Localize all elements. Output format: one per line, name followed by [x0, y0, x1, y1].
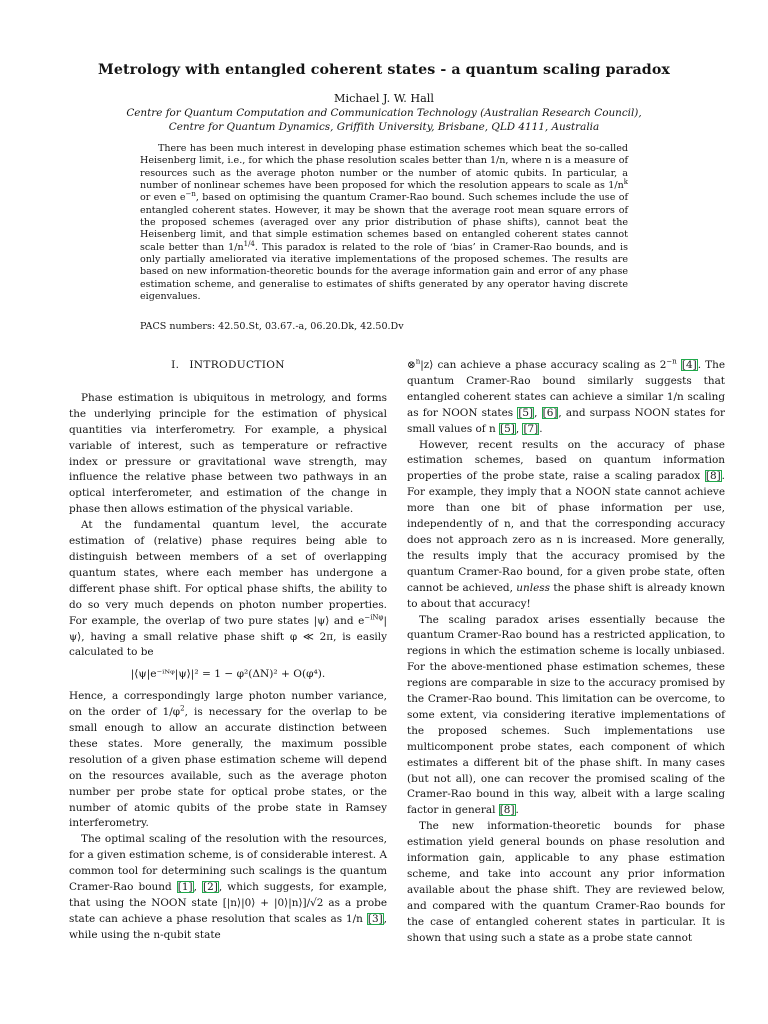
- citation-link[interactable]: [6]: [542, 406, 558, 419]
- paragraph-intro-2: [69, 518, 387, 661]
- paragraph-text: the phase shift is already known to about that accuracy!: [407, 581, 725, 610]
- paragraph-information-bounds: The new information-theoretic bounds for phase estimation yield general bounds on phase resolution and information gain, applicable to any phase estimation scheme, and take into account any prior information available about the phase shift. They are reviewed below, and compared with the quantum Cramer-Rao bounds for the case of entangled coherent states in particular. It is shown that using such a state as a probe state cannot: [407, 820, 725, 944]
- paragraph-text: |ψ⟩, having a small relative phase shift φ ≪ 2π, is easily calculated to be: [69, 614, 387, 659]
- paragraph-text: , while using the n-qubit state: [69, 912, 387, 941]
- equation-overlap: |⟨ψ|e⁻ⁱᴺᵠ|ψ⟩|² = 1 − φ²(ΔN)² + O(φ⁴).: [130, 668, 326, 681]
- paragraph-text: At the fundamental quantum level, the accurate estimation of (relative) phase requires being able to distinguish between members of a set of overlapping quantum states, where each member has undergone a different phase shift. For optical phase shifts, the ability to do so very much depends on photon number properties. For example, the overlap of two pure states |ψ⟩ and e: [69, 519, 387, 627]
- superscript: n: [415, 357, 421, 366]
- paragraph-text: , and surpass NOON states for small values of n: [407, 406, 725, 435]
- superscript: −n: [666, 357, 677, 366]
- abstract-text-2: or even e: [140, 192, 186, 204]
- right-column: [407, 358, 725, 947]
- affiliation: [60, 107, 708, 134]
- abstract-sup-1: k: [623, 177, 628, 186]
- citation-link[interactable]: [4]: [681, 359, 697, 371]
- paragraph-text: Hence, a correspondingly large photon number variance, on the order of 1/φ: [69, 690, 387, 719]
- paragraph-text: . For example, they imply that a NOON state cannot achieve more than one bit of phase information per use, independently of n, and that the corresponding accuracy does not approach zero as n is increased. More generally, the results imply that the accuracy promised by the quantum Cramer-Rao bound, for a given probe state, often cannot be achieved,: [407, 470, 725, 594]
- abstract-text-3: , based on optimising the quantum Cramer-Rao bound. Such schemes include the use of entangled coherent states. However, it may be shown that the average root mean square errors of the proposed schemes (averaged over any prior distribution of phase shifts), cannot beat the Heisenberg limit, and that simple estimation schemes based on entangled coherent states cannot scale better than 1/n: [140, 192, 629, 253]
- abstract: [140, 143, 628, 303]
- author: Michael J. W. Hall: [334, 92, 434, 105]
- paragraph-text: , is necessary for the overlap to be small enough to allow an accurate distinction between these states. More generally, the maximum possible resolution of a given phase estimation scheme will depend on the resources available, such as the average photon number per probe state for optical probe states, or the number of atomic qubits of the probe state in Ramsey interferometry.: [69, 706, 387, 830]
- emphasis-text: unless: [516, 581, 550, 594]
- pacs-numbers: PACS numbers: 42.50.St, 03.67.-a, 06.20.Dk, 42.50.Dv: [140, 321, 404, 332]
- section-title: INTRODUCTION: [189, 359, 285, 371]
- citation-link[interactable]: [7]: [523, 422, 539, 435]
- paragraph-continued: ⊗$^n$|z⟩ can achieve a phase accuracy scaling as $2^{-n}$ [4]. The quantum Cramer-Rao bound similarly suggests that entangled coherent states can achieve a similar 1/n scaling as for NOON states [5], [6], and surpass NOON states for small values of n [5], [7].: [407, 357, 726, 435]
- citation-link[interactable]: [2]: [203, 881, 218, 894]
- paragraph-text: .: [515, 804, 519, 817]
- citation-link[interactable]: [8]: [499, 804, 515, 817]
- paragraph-text: . The quantum Cramer-Rao bound similarly suggests that entangled coherent states can achieve a similar 1/n scaling as for NOON states: [407, 359, 726, 419]
- affiliation-line-1: Centre for Quantum Computation and Communication Technology (Australian Research Council),: [126, 107, 642, 119]
- paragraph-text: |z⟩ can achieve a phase accuracy scaling as 2: [420, 359, 667, 371]
- paragraph-text: ⊗: [407, 359, 416, 371]
- left-column: [69, 358, 387, 944]
- paragraph-intro-1: Phase estimation is ubiquitous in metrology, and forms the underlying principle for the estimation of physical quantities via interferometry. For example, a physical variable of interest, such as temperature or refractive index or pressure or gravitational wave strength, may influence the relative phase between two pathways in an optical interferometer, and estimation of the change in phase then allows estimation of the physical variable.: [69, 391, 387, 516]
- citation-link[interactable]: [5]: [518, 406, 534, 419]
- citation-link[interactable]: [5]: [500, 422, 515, 435]
- section-heading: [69, 358, 387, 374]
- abstract-text-1: There has been much interest in developing phase estimation schemes which beat the so-called Heisenberg limit, i.e., for which the phase resolution scales better than 1/n, where n is a measure of resources such as the average photon number or the number of atomic qubits. In particular, a number of nonlinear schemes have been proposed for which the resolution appears to scale as 1/n: [140, 143, 628, 192]
- paragraph-text: .: [539, 422, 543, 435]
- abstract-text-4: . This paradox is related to the role of ‘bias’ in Cramer-Rao bounds, and is only partially ameliorated via iterative implementations of the proposed schemes. The results are based on new information-theoretic bounds for the average information gain and error of any phase estimation scheme, and generalise to estimates of shifts generated by any operator having discrete eigenvalues.: [140, 241, 628, 303]
- abstract-sup-2: −n: [185, 190, 196, 199]
- citation-link[interactable]: [1]: [177, 881, 193, 894]
- paragraph-text: The scaling paradox arises essentially because the quantum Cramer-Rao bound has a restricted application, to regions in which the estimation scheme is locally unbiased. For the above-mentioned phase estimation schemes, these regions are comparable in size to the accuracy promised by the Cramer-Rao bound. This limitation can be overcome, to some extent, via considering iterative implementations of the proposed schemes. Such implementations use multicomponent probe states, each component of which estimates a different bit of the phase shift. In many cases (but not all), one can recover the promised scaling of the Cramer-Rao bound in this way, albeit with a large scaling factor in general: [407, 613, 725, 817]
- abstract-sup-3: 1/4: [243, 239, 255, 248]
- paragraph-scaling-paradox: [407, 438, 725, 613]
- paper-title: Metrology with entangled coherent states - a quantum scaling paradox: [98, 62, 670, 78]
- paragraph-intro-4: The optimal scaling of the resolution with the resources, for a given estimation scheme, is of considerable interest. A common tool for determining such scalings is the quantum Cramer-Rao bound [1], [2], which suggests, for example, that using the NOON state [|n⟩|0⟩ + |0⟩|n⟩]/√2 as a probe state can achieve a phase resolution that scales as 1/n [3], while using the n-qubit state: [69, 833, 387, 941]
- section-number: I.: [171, 359, 180, 371]
- paragraph-cramer-rao: [407, 613, 725, 820]
- paragraph-text: , which suggests, for example, that using the NOON state [|n⟩|0⟩ + |0⟩|n⟩]/√2 as a probe state can achieve a phase resolution that scales as 1/n: [69, 881, 387, 925]
- paragraph-intro-3: [69, 689, 387, 832]
- affiliation-line-2: Centre for Quantum Dynamics, Griffith University, Brisbane, QLD 4111, Australia: [168, 120, 600, 133]
- citation-link[interactable]: [8]: [705, 470, 721, 483]
- superscript: −iNφ: [364, 613, 384, 622]
- paragraph-text: The optimal scaling of the resolution with the resources, for a given estimation scheme, is of considerable interest. A common tool for determining such scalings is the quantum Cramer-Rao bound: [69, 833, 387, 894]
- superscript: 2: [180, 704, 185, 713]
- citation-link[interactable]: [3]: [367, 912, 383, 925]
- paragraph-text: However, recent results on the accuracy of phase estimation schemes, based on quantum information properties of the probe state, raise a scaling paradox: [407, 438, 725, 483]
